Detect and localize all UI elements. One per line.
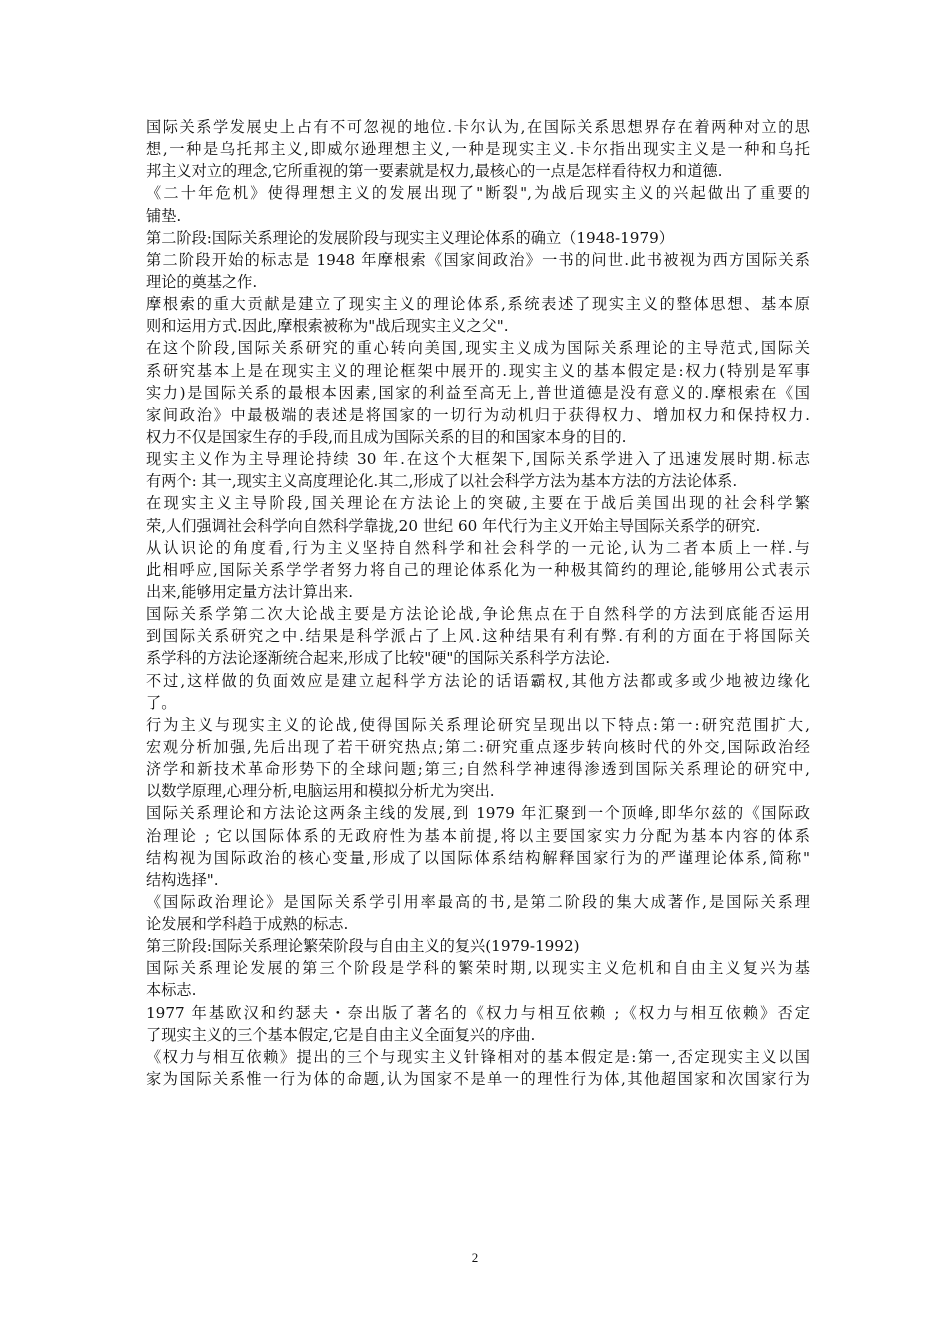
text-line: 权力不仅是国家生存的手段,而且成为国际关系的目的和国家本身的目的.: [146, 427, 627, 446]
text-line: 《二十年危机》使得理想主义的发展出现了"断裂",为战后现实主义的兴起做出了重要的: [146, 184, 810, 203]
text-line: 行为主义与现实主义的论战,使得国际关系理论研究呈现出以下特点:第一:研究范围扩大,: [146, 715, 810, 734]
text-line: 国际关系学发展史上占有不可忽视的地位.卡尔认为,在国际关系思想界存在着两种对立的思: [146, 118, 810, 136]
text-line: 荣,人们强调社会科学向自然科学靠拢,20 世纪 60 年代行为主义开始主导国际关系学的研究.: [146, 516, 761, 535]
text-line: 家为国际关系惟一行为体的命题,认为国家不是单一的理性行为体,其他超国家和次国家行为: [146, 1070, 810, 1089]
text-line: 出来,能够用定量方法计算出来.: [146, 582, 354, 601]
text-line: 系学科的方法论逐渐统合起来,形成了比较"硬"的国际关系科学方法论.: [146, 649, 611, 668]
text-line: 本标志.: [146, 981, 197, 1000]
text-line: 在这个阶段,国际关系研究的重心转向美国,现实主义成为国际关系理论的主导范式,国际关: [146, 339, 810, 358]
text-line: 理论的奠基之作.: [146, 272, 258, 291]
text-line: 有两个: 其一,现实主义高度理论化.其二,形成了以社会科学方法为基本方法的方法论体系.: [146, 472, 738, 491]
text-line: 家间政治》中最极端的表述是将国家的一切行为动机归于获得权力、增加权力和保持权力.: [146, 405, 810, 424]
text-line: 国际关系理论发展的第三个阶段是学科的繁荣时期,以现实主义危机和自由主义复兴为基: [146, 959, 810, 978]
text-line: 铺垫.: [146, 206, 182, 225]
text-line: 结构视为国际政治的核心变量,形成了以国际体系结构解释国家行为的严谨理论体系,简称": [146, 848, 810, 867]
text-line: 了现实主义的三个基本假定,它是自由主义全面复兴的序曲.: [146, 1025, 536, 1044]
text-line: 不过,这样做的负面效应是建立起科学方法论的话语霸权,其他方法都或多或少地被边缘化: [146, 671, 810, 690]
text-line: 结构选择".: [146, 870, 219, 889]
text-line: 到国际关系研究之中.结果是科学派占了上风.这种结果有利有弊.有利的方面在于将国际关: [146, 627, 810, 646]
text-line: 济学和新技术革命形势下的全球问题;第三;自然科学神速得渗透到国际关系理论的研究中,: [146, 760, 810, 779]
text-line: 现实主义作为主导理论持续 30 年.在这个大框架下,国际关系学进入了迅速发展时期.标志: [146, 450, 810, 469]
text-line: 《权力与相互依赖》提出的三个与现实主义针锋相对的基本假定是:第一,否定现实主义以国: [146, 1047, 810, 1066]
text-line: 治理论 ; 它以国际体系的无政府性为基本前提,将以主要国家实力分配为基本内容的体系: [146, 826, 810, 845]
page-number: 2: [471, 1250, 479, 1265]
text-line: 宏观分析加强,先后出现了若干研究热点;第二:研究重点逐步转向核时代的外交,国际政治经: [146, 737, 810, 756]
text-line: 摩根索的重大贡献是建立了现实主义的理论体系,系统表述了现实主义的整体思想、基本原: [146, 295, 810, 314]
text-line: 以数学原理,心理分析,电脑运用和模拟分析尤为突出.: [146, 782, 495, 801]
text-line: 想,一种是乌托邦主义,即威尔逊理想主义,一种是现实主义.卡尔指出现实主义是一种和乌托: [146, 140, 810, 159]
text-line: 系研究基本上是在现实主义的理论框架中展开的.现实主义的基本假定是:权力(特别是军事: [146, 361, 810, 380]
text-line: 国际关系学第二次大论战主要是方法论论战,争论焦点在于自然科学的方法到底能否运用: [146, 605, 810, 624]
text-line: 在现实主义主导阶段,国关理论在方法论上的突破,主要在于战后美国出现的社会科学繁: [146, 494, 810, 513]
text-line: 了。: [146, 693, 177, 712]
text-line: 1977 年基欧汉和约瑟夫・奈出版了著名的《权力与相互依赖 ;《权力与相互依赖》否定: [146, 1003, 810, 1022]
text-line: 《国际政治理论》是国际关系学引用率最高的书,是第二阶段的集大成著作,是国际关系理: [146, 892, 810, 911]
text-line: 国际关系理论和方法论这两条主线的发展,到 1979 年汇聚到一个顶峰,即华尔兹的《国际政: [146, 804, 810, 823]
text-line: 论发展和学科趋于成熟的标志.: [146, 915, 349, 934]
text-line: 第三阶段:国际关系理论繁荣阶段与自由主义的复兴(1979-1992): [146, 937, 580, 956]
text-line: 第二阶段开始的标志是 1948 年摩根索《国家间政治》一书的问世.此书被视为西方国际关系: [146, 250, 810, 269]
text-line: 从认识论的角度看,行为主义坚持自然科学和社会科学的一元论,认为二者本质上一样.与: [146, 538, 810, 557]
text-line: 此相呼应,国际关系学学者努力将自己的理论体系化为一种极其简约的理论,能够用公式表示: [146, 560, 810, 579]
text-line: 实力)是国际关系的最根本因素,国家的利益至高无上,普世道德是没有意义的.摩根索在《国: [146, 383, 810, 402]
text-line: 则和运用方式.因此,摩根索被称为"战后现实主义之父".: [146, 317, 509, 336]
document-body: [146, 116, 810, 1090]
text-line: 第二阶段:国际关系理论的发展阶段与现实主义理论体系的确立（1948-1979）: [146, 228, 674, 247]
text-line: 邦主义对立的理念,它所重视的第一要素就是权力,最核心的一点是怎样看待权力和道德.: [146, 162, 723, 181]
